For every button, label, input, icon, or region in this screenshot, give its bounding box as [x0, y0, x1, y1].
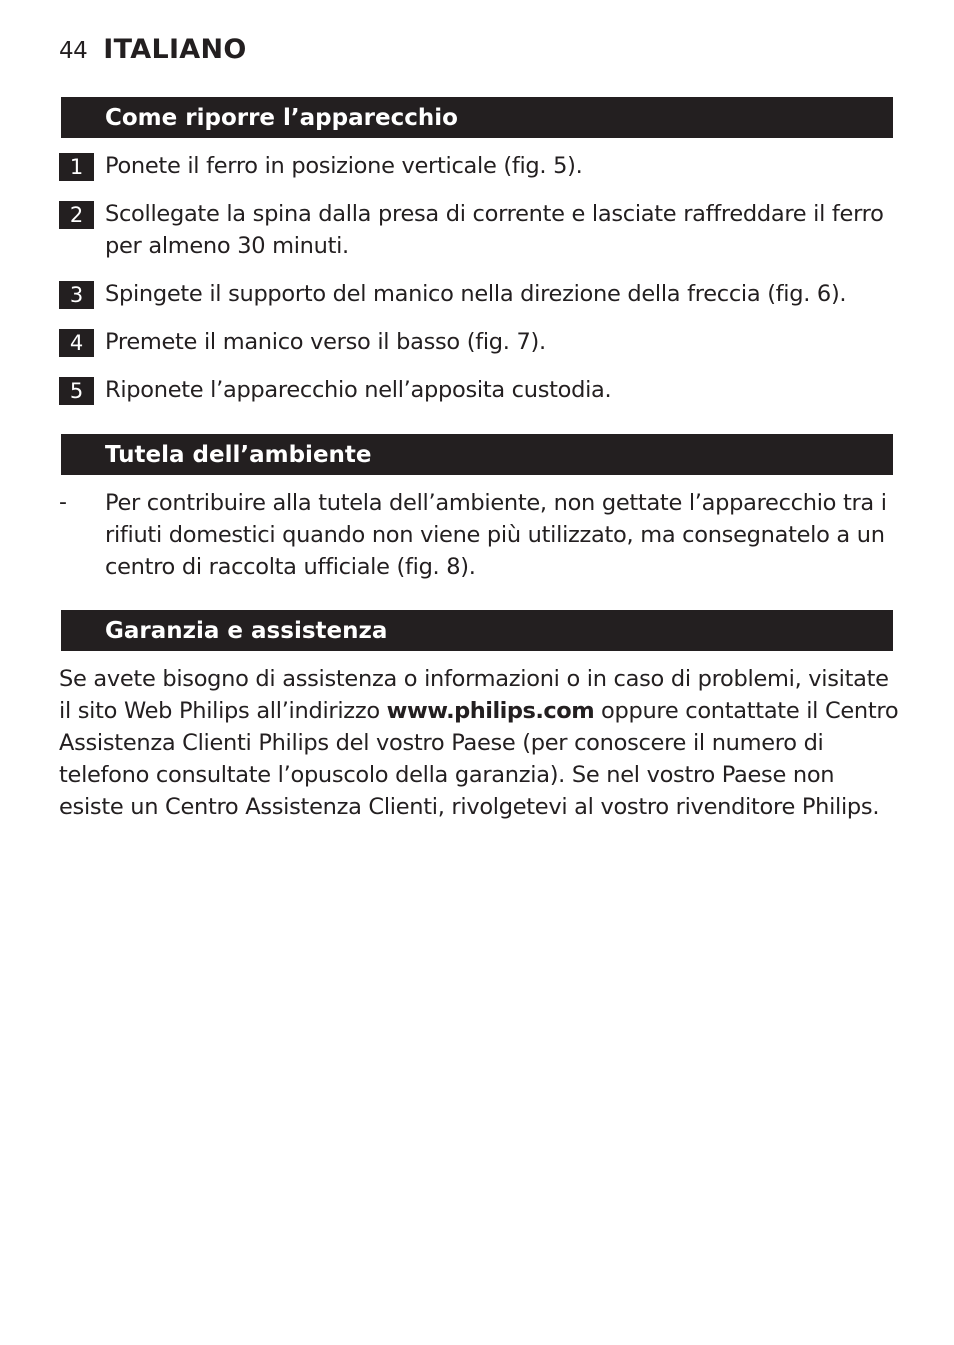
guarantee-text-rest: oppure contattate il Centro Assistenza Clienti Philips del vostro Paese (per conoscere il numero di telefono consultate l’opuscolo della garanzia). Se nel vostro Paese non esiste un Centro Assistenza Clienti, rivolgetevi al vostro rivenditore Philips. [59, 698, 899, 820]
bullet-dash: - [59, 490, 67, 515]
section-heading-guarantee: Garanzia e assistenza [61, 610, 893, 651]
step-number: 4 [59, 329, 94, 357]
step-number: 3 [59, 281, 94, 309]
language-title: ITALIANO [103, 34, 247, 65]
page-number: 44 [59, 38, 88, 64]
step-text: Ponete il ferro in posizione verticale (fig. 5). [105, 153, 583, 179]
step-text: Scollegate la spina dalla presa di corrente e lasciate raffreddare il ferro per almeno 30 minuti. [105, 201, 884, 259]
page-header [59, 34, 247, 74]
guarantee-paragraph [59, 663, 899, 823]
step-number: 2 [59, 201, 94, 229]
guarantee-text-intro: Se avete bisogno di assistenza o informazioni o in caso di problemi, visitate il sito Web Philips all’indirizzo [59, 666, 889, 724]
step-text: Riponete l’apparecchio nell’apposita custodia. [105, 377, 612, 403]
philips-website-link[interactable]: www.philips.com [386, 698, 595, 724]
step-number: 1 [59, 153, 94, 181]
bullet-text: Per contribuire alla tutela dell’ambiente, non gettate l’apparecchio tra i rifiuti domestici quando non viene più utilizzato, ma consegnatelo a un centro di raccolta ufficiale (fig. 8). [105, 490, 887, 580]
section-heading-storage: Come riporre l’apparecchio [61, 97, 893, 138]
step-text: Spingete il supporto del manico nella direzione della freccia (fig. 6). [105, 281, 847, 307]
step-number: 5 [59, 377, 94, 405]
step-text: Premete il manico verso il basso (fig. 7). [105, 329, 546, 355]
section-heading-environment: Tutela dell’ambiente [61, 434, 893, 475]
